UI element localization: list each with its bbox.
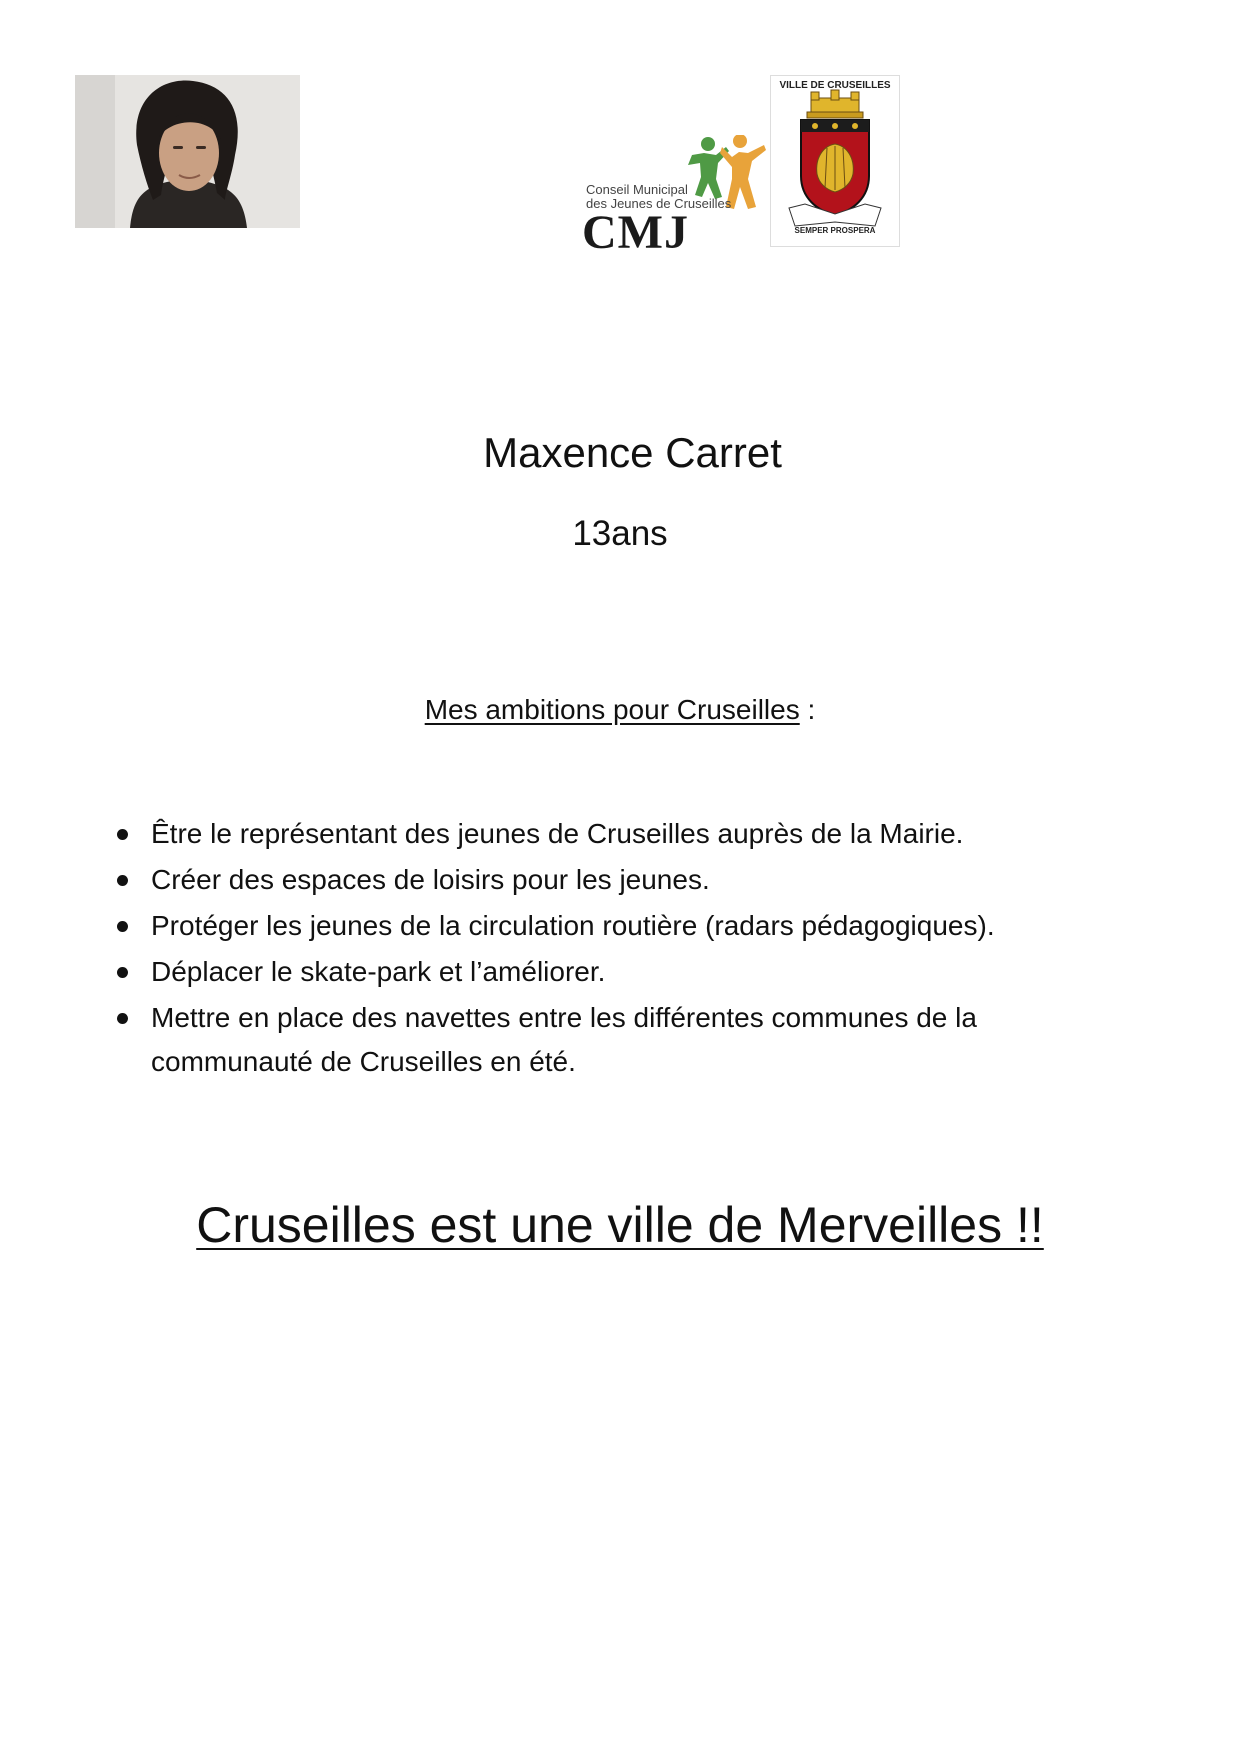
crest-top-text: VILLE DE CRUSEILLES (779, 80, 891, 91)
town-crest (770, 75, 900, 247)
crest-shield-icon (771, 76, 899, 246)
candidate-age: 13ans (572, 514, 668, 553)
list-item-text: Mettre en place des navettes entre les différentes communes de la communauté de Cruseilles en été. (151, 1002, 977, 1077)
bullet-icon (117, 875, 128, 886)
crest-motto-text: SEMPER PROSPERA (794, 226, 876, 235)
cmj-logo-line1: Conseil Municipal (586, 182, 688, 197)
ambitions-heading-text: Mes ambitions pour Cruseilles (424, 694, 800, 725)
bullet-icon (117, 921, 128, 932)
list-item-text: Protéger les jeunes de la circulation routière (radars pédagogiques). (151, 910, 995, 941)
cmj-logo-acronym: CMJ (582, 206, 689, 259)
ambitions-list (105, 812, 1125, 1086)
list-item (105, 996, 1125, 1084)
candidate-photo (75, 75, 300, 228)
list-item-text: Créer des espaces de loisirs pour les jeunes. (151, 864, 710, 895)
list-item-text: Être le représentant des jeunes de Cruseilles auprès de la Mairie. (151, 818, 964, 849)
ambitions-heading (0, 692, 1240, 728)
list-item (105, 858, 1125, 902)
bullet-icon (117, 829, 128, 840)
candidate-name: Maxence Carret (483, 429, 782, 476)
cmj-logo (582, 135, 772, 259)
cmj-logo-line2: des Jeunes de Cruseilles (586, 196, 732, 211)
motto-text: Cruseilles est une ville de Merveilles !! (196, 1197, 1044, 1253)
list-item (105, 950, 1125, 994)
list-item-text: Déplacer le skate-park et l’améliorer. (151, 956, 606, 987)
motto (0, 1195, 1240, 1255)
bullet-icon (117, 1013, 128, 1024)
list-item (105, 904, 1125, 948)
ambitions-heading-suffix: : (799, 694, 816, 725)
list-item (105, 812, 1125, 856)
bullet-icon (117, 967, 128, 978)
